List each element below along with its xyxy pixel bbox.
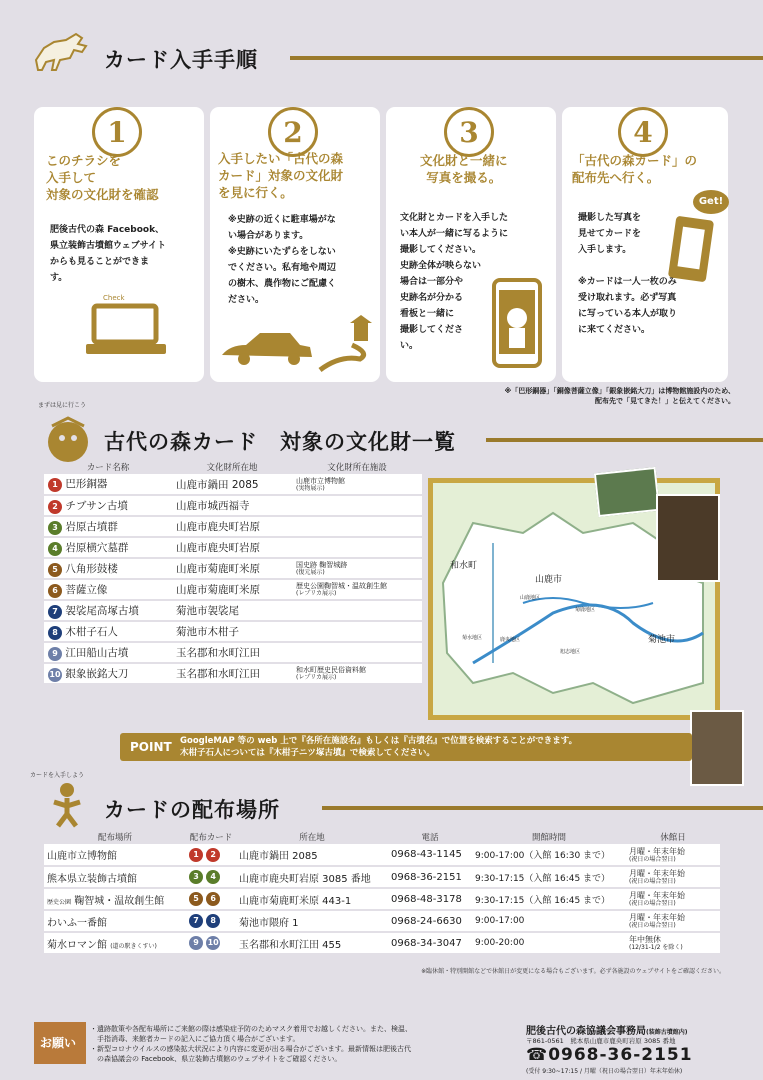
card-photo: [594, 467, 660, 517]
map-label: 菊水地区: [462, 635, 483, 641]
map-label: 菊池市: [648, 635, 676, 645]
card-number-badge: 6: [48, 584, 62, 598]
point-label: POINT: [130, 740, 172, 754]
dist-tel: 0968-43-1145: [388, 844, 472, 866]
step-title: このチラシを 入手して 対象の文化財を確認: [46, 153, 159, 202]
table-row: [44, 642, 422, 663]
map-label: 旭志地区: [560, 649, 581, 655]
card-name: 1 巴形銅器: [44, 474, 172, 495]
phone-photo-icon: [488, 272, 548, 372]
card-number-badge: 5: [48, 563, 62, 577]
table-row: [44, 579, 422, 600]
dist-hours: 9:30-17:15（入館 16:45 まで）: [472, 866, 626, 888]
card-number-badge: 9: [48, 647, 62, 661]
map-label: 菊鹿地区: [575, 607, 596, 613]
col-header: 配布カード: [189, 833, 233, 843]
asset-location: 山鹿市鹿央町岩原: [172, 516, 292, 537]
card-number-badge: 4: [206, 870, 220, 884]
col-header: 所在地: [299, 833, 325, 843]
point-text: GoogleMAP 等の web 上で『各所在施設名』もしくは『古墳名』で位置を検索することができます。 木柑子石人については『木柑子ニツ塚古墳』で検索してください。: [180, 736, 578, 758]
laptop-icon: [84, 300, 168, 360]
dist-hours: 9:30-17:15（入館 16:45 まで）: [472, 888, 626, 910]
card-number-badge: 7: [48, 605, 62, 619]
table-row: [44, 495, 422, 516]
dist-note: ※臨休館・特別開館などで休館日が変更になる場合もございます。必ず各施設のウェブサイトをご確認ください。: [421, 968, 725, 975]
dist-address: 山鹿市鍋田 2085: [236, 844, 388, 866]
step-body: 文化財とカードを入手した い本人が一緒に写るように 撮影してください。 史跡全体が映らない 場合は一部分や 史跡名が分かる 看板と一緒に 撮影してくださ い。: [400, 213, 509, 351]
card-number-badge: 9: [189, 936, 203, 950]
col-header: 休館日: [660, 833, 686, 843]
card-photo: [656, 494, 720, 582]
card-name: 2 チブサン古墳: [44, 495, 172, 516]
dist-place: 歴史公園 鞠智城・温故創生館: [44, 888, 186, 910]
asset-facility: 国史跡 鞠智城跡 (復元展示): [292, 558, 422, 579]
car-road-icon: [220, 315, 380, 375]
dist-hours: 9:00-20:00: [472, 932, 626, 954]
asset-location: 菊池市木柑子: [172, 621, 292, 642]
asset-facility: [292, 495, 422, 516]
asset-location: 山鹿市城西福寺: [172, 495, 292, 516]
asset-facility: [292, 621, 422, 642]
asset-location: 山鹿市菊鹿町米原: [172, 558, 292, 579]
card-number-badge: 5: [189, 892, 203, 906]
distribution-table: [44, 830, 720, 955]
table-row: [44, 663, 422, 684]
card-number-badge: 2: [48, 500, 62, 514]
table-row: [44, 866, 720, 888]
asset-facility: 和水町歴史民俗資料館 (レプリカ展示): [292, 663, 422, 684]
asset-location: 菊池市袈裟尾: [172, 600, 292, 621]
section-title-list: 古代の森カード 対象の文化財一覧: [104, 430, 456, 454]
divider: [322, 806, 763, 810]
dist-closed: 年中無休 (12/31-1/2 を除く): [626, 932, 720, 954]
get-tag: Get!: [693, 190, 729, 214]
step-number: 2: [268, 107, 318, 157]
divider: [290, 56, 763, 60]
card-name: 10 銀象嵌銘大刀: [44, 663, 172, 684]
step-number: 1: [92, 107, 142, 157]
check-tag: Check: [103, 294, 125, 302]
card-name: 4 岩原横穴墓群: [44, 537, 172, 558]
step-title: 「古代の森カード」の 配布先へ行く。: [572, 153, 698, 185]
table-row: [44, 621, 422, 642]
card-number-badge: 1: [48, 478, 62, 492]
col-header: 文化財所在施設: [327, 463, 387, 473]
step-note: ※「巴形銅器」「銅像菩薩立像」「銀象嵌銘大刀」は博物館施設内のため、 配布先で「見てきた！」と伝えてください。: [504, 387, 735, 405]
card-number-badge: 7: [189, 914, 203, 928]
step-body: ※史跡の近くに駐車場がな い場合があります。 ※史跡にいたずらをしない でください。私有地や周辺 の樹木、農作物にご配慮く ださい。: [228, 215, 337, 305]
badge-text: まずは見に行こう: [38, 402, 87, 409]
col-header: 配布場所: [97, 833, 132, 843]
asset-facility: [292, 537, 422, 558]
asset-facility: 山鹿市立博物館 (実物展示): [292, 474, 422, 495]
dist-place: 菊水ロマン館 (道の駅きくすい): [44, 932, 186, 954]
asset-facility: [292, 516, 422, 537]
office-tel: ☎0968-36-2151: [526, 1045, 693, 1065]
dist-address: 山鹿市菊鹿町米原 443-1: [236, 888, 388, 910]
dist-closed: 月曜・年末年始 (祝日の場合翌日): [626, 910, 720, 932]
card-number-badge: 2: [206, 848, 220, 862]
asset-location: 玉名郡和水町江田: [172, 642, 292, 663]
card-icon: [668, 214, 716, 286]
asset-location: 玉名郡和水町江田: [172, 663, 292, 684]
step-number: 4: [618, 107, 668, 157]
step-body: 撮影した写真を 見せてカードを 入手します。 ※カードは一人一枚のみ 受け取れます。必ず写真 に写っている本人が取り に来てください。: [578, 213, 678, 335]
dist-place: わいふ一番館: [44, 910, 186, 932]
card-name: 7 袈裟尾高塚古墳: [44, 600, 172, 621]
card-photo: [690, 710, 744, 786]
col-header: 文化財所在地: [206, 463, 258, 473]
step-number: 3: [444, 107, 494, 157]
card-number-badge: 3: [48, 521, 62, 535]
request-label: お願い: [40, 1036, 77, 1050]
dist-cards: [186, 866, 236, 888]
table-row: [44, 558, 422, 579]
card-number-badge: 6: [206, 892, 220, 906]
col-header: カード名称: [86, 463, 130, 473]
dist-tel: 0968-34-3047: [388, 932, 472, 954]
dist-closed: 月曜・年末年始 (祝日の場合翌日): [626, 888, 720, 910]
office-hours: (受付 9:30~17:15 / 月曜（祝日の場合翌日）年末年始休): [526, 1068, 683, 1075]
col-header: 電話: [421, 833, 439, 843]
card-number-badge: 10: [48, 668, 62, 682]
dist-address: 菊池市隈府 1: [236, 910, 388, 932]
dist-hours: 9:00-17:00（入館 16:30 まで）: [472, 844, 626, 866]
table-row: [44, 910, 720, 932]
card-number-badge: 3: [189, 870, 203, 884]
dist-place: 熊本県立装飾古墳館: [44, 866, 186, 888]
office-name: 肥後古代の森協議会事務局(装飾古墳館内): [526, 1026, 688, 1037]
dist-cards: [186, 910, 236, 932]
table-row: [44, 474, 422, 495]
card-number-badge: 4: [48, 542, 62, 556]
dist-address: 玉名郡和水町江田 455: [236, 932, 388, 954]
dist-tel: 0968-48-3178: [388, 888, 472, 910]
step-title: 文化財と一緒に 写真を撮る。: [420, 153, 508, 185]
map-label: 山鹿地区: [520, 595, 541, 601]
card-name: 9 江田船山古墳: [44, 642, 172, 663]
request-text: ・遺跡散策や各配布場所にご来館の際は感染症予防のためマスク着用でお越しください。また、検温、 手指消毒、来館者カードの記入にご協力頂く場合がございます。 ・新型コロナウイルスの感染拡大状況により内容に変更が出る場合がございます。最新情報は肥後古代 の森協議会の Facebook、県立装飾古墳館のウェブサイトをご確認ください。: [90, 1025, 412, 1063]
card-number-badge: 1: [189, 848, 203, 862]
step-title: 入手したい「古代の森 カード」対象の文化財 を見に行く。: [218, 151, 344, 200]
asset-facility: [292, 642, 422, 663]
card-name: 3 岩原古墳群: [44, 516, 172, 537]
card-number-badge: 10: [206, 936, 220, 950]
dist-cards: [186, 932, 236, 954]
table-row: [44, 516, 422, 537]
figure-icon: [42, 780, 92, 828]
card-name: 6 菩薩立像: [44, 579, 172, 600]
divider: [486, 438, 763, 442]
asset-facility: 歴史公園鞠智城・温故創生館 (レプリカ展示): [292, 579, 422, 600]
map-label: 山鹿市: [535, 575, 563, 585]
section-title-distribution: カードの配布場所: [104, 798, 280, 822]
dist-cards: [186, 844, 236, 866]
badge-text: カードを入手しよう: [30, 772, 85, 779]
table-row: [44, 888, 720, 910]
asset-location: 山鹿市鍋田 2085: [172, 474, 292, 495]
step-body: 肥後古代の森 Facebook、 県立装飾古墳館ウェブサイト からも見ることができま す。: [50, 225, 167, 283]
asset-facility: [292, 600, 422, 621]
map-label: 鹿央地区: [500, 637, 521, 643]
office-address: 〒861-0561 熊本県山鹿市鹿央町岩原 3085 番地: [526, 1037, 676, 1045]
dist-tel: 0968-24-6630: [388, 910, 472, 932]
dist-tel: 0968-36-2151: [388, 866, 472, 888]
dist-closed: 月曜・年末年始 (祝日の場合翌日): [626, 866, 720, 888]
map-label: 和水町: [450, 561, 478, 571]
col-header: 開館時間: [531, 833, 566, 843]
table-row: [44, 932, 720, 954]
table-row: [44, 600, 422, 621]
card-name: 8 木柑子石人: [44, 621, 172, 642]
dist-closed: 月曜・年末年始 (祝日の場合翌日): [626, 844, 720, 866]
dist-cards: [186, 888, 236, 910]
horse-icon: [30, 30, 100, 74]
dist-hours: 9:00-17:00: [472, 910, 626, 932]
table-row: [44, 844, 720, 866]
dist-address: 山鹿市鹿央町岩原 3085 番地: [236, 866, 388, 888]
section-title-steps: カード入手手順: [104, 48, 258, 72]
card-number-badge: 8: [48, 626, 62, 640]
dist-place: 山鹿市立博物館: [44, 844, 186, 866]
table-row: [44, 537, 422, 558]
asset-location: 山鹿市鹿央町岩原: [172, 537, 292, 558]
card-number-badge: 8: [206, 914, 220, 928]
card-name: 5 八角形鼓楼: [44, 558, 172, 579]
asset-location: 山鹿市菊鹿町米原: [172, 579, 292, 600]
cultural-assets-table: [44, 460, 422, 685]
